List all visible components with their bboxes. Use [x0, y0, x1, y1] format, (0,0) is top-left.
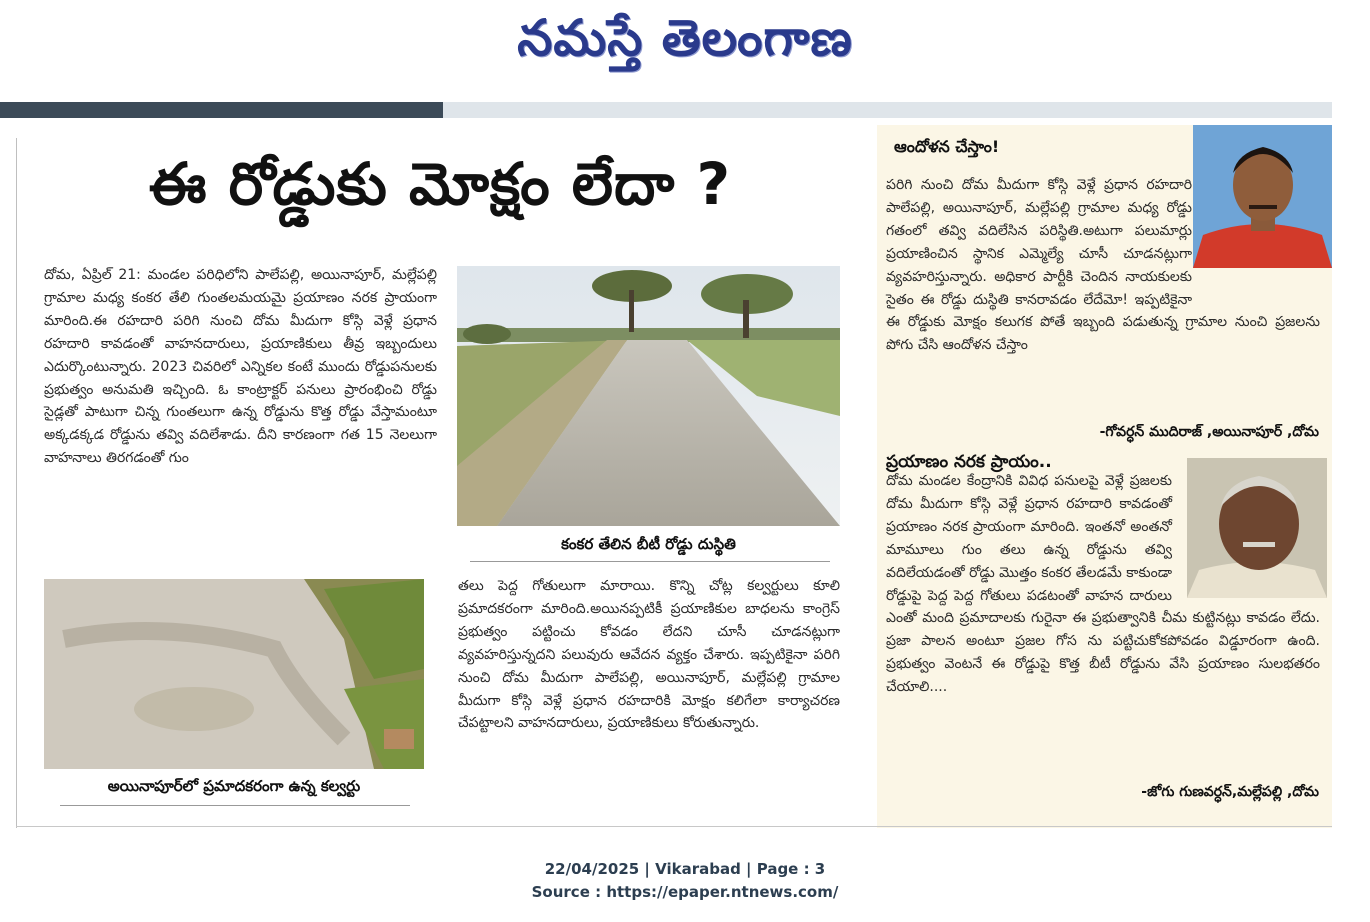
quote2-body: దోమ మండల కేంద్రానికి వివిధ పనులపై వెళ్లే ప్రజలకు దోమ మీదుగా కోస్గి వెళ్లే ప్రధాన రహదారి కావడంతో ప్రయాణం నరక ప్రాయంగా మారింది. ఇంతనో అంతనో మామూలు గుం తలు ఉన్న రోడ్డును తవ్వి వదిలేయడంతో రోడ్డు మొత్తం కంకర తేలడమే కాకుండా రోడ్డుపై పెద్ద పెద్ద గోతులు పడటంతో వాహన దారులు ఎంతో మంది ప్రమాదాలకు గురైనా ఈ ప్రభుత్వానికి చీమ కుట్టినట్లు కావడం లేదు. ప్రజా పాలన అంటూ ప్రజల గోస ను పట్టిచుకోకపోవడం విడ్డూరంగా ఉంది. ప్రభుత్వం వెంటనే ఈ రోడ్డుపై కొత్త బీటీ రోడ్డును వేసి ప్రయాణం సులభతరం చేయాలి....	[886, 473, 1320, 696]
quote2-heading: ప్రయాణం నరక ప్రాయం..	[886, 452, 1052, 472]
person-photo-icon	[1187, 458, 1327, 598]
article-column-2: తలు పెద్ద గోతులుగా మారాయి. కొన్ని చోట్ల కల్వర్టులు కూలి ప్రమాదకరంగా మారింది.అయినప్పటికీ ప్రయాణికుల బాధలను కాంగ్రెస్ ప్రభుత్వం పట్టించు కోవడం లేదని చూసీ చూడనట్లుగా వ్యవహరిస్తున్నదని పలువురు ఆవేదన వ్యక్తం చేశారు. ఇప్పటికైనా పరిగి నుంచి దోమ మీదుగా పాలేపల్లి, అయినాపూర్, మల్లేపల్లి గ్రామాల మీదుగా కోస్గి వెళ్లే ప్రధాన రహదారికి మోక్షం కలిగేలా కార్యాచరణ చేపట్టాలని వాహనదారులు, ప్రయాణికులు కోరుతున్నారు.	[458, 578, 840, 732]
culvert-photo	[44, 579, 424, 769]
footer-date-edition: 22/04/2025 | Vikarabad | Page : 3	[544, 860, 826, 878]
portrait-gunavardhan	[1187, 458, 1327, 598]
header-bar-dark	[0, 102, 443, 118]
quote1-body: పరిగి నుంచి దోమ మీదుగా కోస్గి వెళ్లే ప్రధాన రహదారి పాలేపల్లి, అయినాపూర్, మల్లేపల్లి గ్రామాల మధ్య రోడ్డు గతంలో తవ్వి వదిలేసిన పరిస్థితి.అటుగా పలుమార్లు ప్రయాణించిన స్థానిక ఎమ్మెల్యే చూసీ చూడనట్లుగా వ్యవహరిస్తున్నారు. అధికార పార్టీకి చెందిన నాయకులకు సైతం ఈ రోడ్డు దుస్థితి కానరావడం లేదేమో! ఇప్పటికైనా ఈ రోడ్డుకు మోక్షం కలుగక పోతే ఇబ్బంది పడుతున్న గ్రామాల నుంచి ప్రజలను పోగు చేసి ఆందోళన చేస్తాం	[886, 177, 1320, 354]
caption-rule	[470, 561, 830, 562]
person-photo-icon	[1193, 125, 1332, 268]
bottom-rule	[16, 826, 1332, 827]
left-border-line	[16, 138, 17, 828]
newspaper-logo: నమస్తే తెలంగాణ	[517, 8, 853, 67]
caption-rule	[60, 805, 410, 806]
culvert-photo-image	[44, 579, 424, 769]
photo-caption-culvert: అయినాపూర్‌లో ప్రమాదకరంగా ఉన్న కల్వర్టు	[107, 777, 361, 795]
footer-source: Source : https://epaper.ntnews.com/	[531, 883, 839, 901]
road-photo	[457, 266, 840, 526]
road-photo-image	[457, 266, 840, 526]
header-bar-light	[443, 102, 1332, 118]
photo-caption-road: కంకర తేలిన బీటీ రోడ్డు దుస్థితి	[561, 535, 736, 553]
quote2-signature: -జోగు గుణవర్ధన్,మల్లేపల్లి ,దోమ	[1141, 784, 1319, 800]
quote1-heading: ఆందోళన చేస్తాం!	[894, 137, 1000, 156]
quote1-signature: -గోవర్ధన్ ముదిరాజ్ ,అయినాపూర్ ,దోమ	[1099, 424, 1319, 440]
article-column-1: దోమ, ఏప్రిల్ 21: మండల పరిధిలోని పాలేపల్లి, అయినాపూర్, మల్లేపల్లి గ్రామాల మధ్య కంకర తేలి గుంతలమయమై ప్రయాణం నరక ప్రాయంగా మారింది.ఈ రహదారి పరిగి నుంచి దోమ మీదుగా కోస్గి వెళ్లే ప్రధాన రహదారి కావడంతో వాహనదారులు, ప్రయాణికులు తీవ్ర ఇబ్బందులు ఎదుర్కొంటున్నారు. 2023 చివరిలో ఎన్నికల కంటే ముందు రోడ్డుపనులకు ప్రభుత్వం అనుమతి ఇచ్చింది. ఓ కాంట్రాక్టర్ పనులు ప్రారంభించి రోడ్డు సైడ్లతో పాటుగా చిన్న గుంతలుగా ఉన్న రోడ్డును కొత్త రోడ్డు వేస్తామంటూ అక్కడక్కడ రోడ్డును తవ్వి వదిలేశాడు. దీని కారణంగా గత 15 నెలలుగా వాహనాలు తిరగడంతో గుం	[44, 267, 437, 467]
masthead	[0, 0, 1370, 100]
portrait-govardhan	[1193, 125, 1332, 268]
headline: ఈ రోడ్డుకు మోక్షం లేదా ?	[148, 150, 732, 218]
